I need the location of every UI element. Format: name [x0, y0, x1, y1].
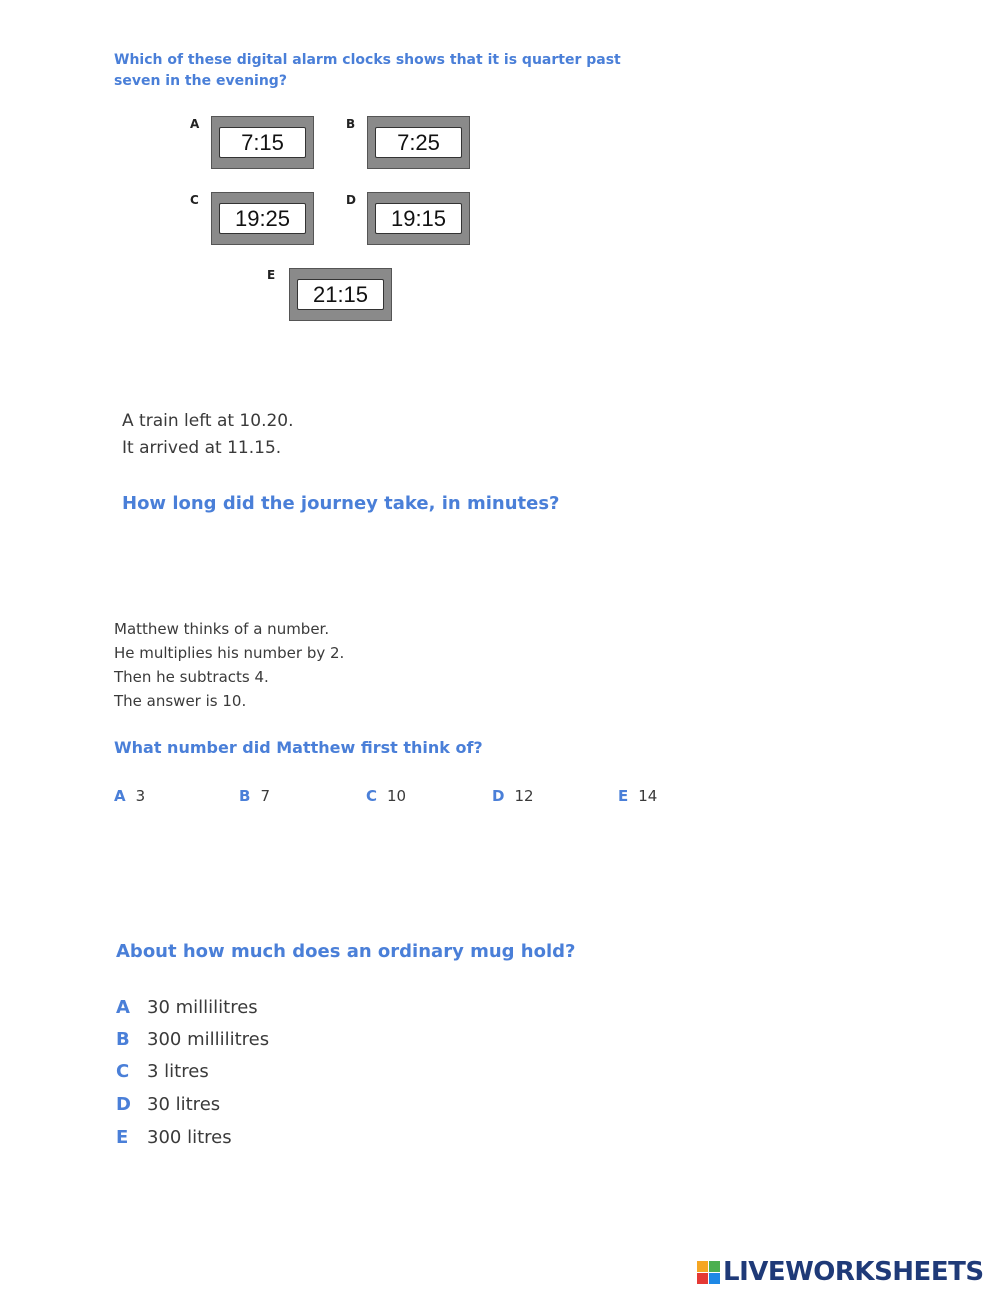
option-letter: B [239, 787, 251, 805]
clock-b-time: 7:25 [375, 127, 462, 158]
option-letter: D [492, 787, 505, 805]
clock-c-time: 19:25 [219, 203, 306, 234]
clock-d-time: 19:15 [375, 203, 462, 234]
question-3-line-3: Then he subtracts 4. [114, 668, 269, 686]
question-3-line-2: He multiplies his number by 2. [114, 644, 345, 662]
q4-option-d[interactable] [116, 1094, 220, 1115]
option-value: 300 millilitres [147, 1029, 270, 1050]
question-2-line-2: It arrived at 11.15. [122, 438, 282, 458]
q4-option-e[interactable] [116, 1127, 232, 1148]
question-1-title: Which of these digital alarm clocks shows that it is quarter past seven in the evening? [114, 52, 621, 89]
option-letter: C [366, 787, 378, 805]
question-3-heading: What number did Matthew first think of? [114, 738, 483, 757]
option-value: 3 litres [147, 1061, 209, 1082]
option-value: 10 [387, 787, 407, 805]
option-value: 14 [638, 787, 658, 805]
clock-c-letter: C [190, 193, 199, 207]
q3-option-e[interactable] [618, 787, 657, 805]
clock-e[interactable] [289, 268, 392, 321]
logo-blocks-icon [697, 1261, 720, 1284]
q3-option-a[interactable] [114, 787, 145, 805]
q4-option-b[interactable] [116, 1029, 269, 1050]
option-value: 30 millilitres [147, 997, 258, 1018]
clock-a-time: 7:15 [219, 127, 306, 158]
q3-option-c[interactable] [366, 787, 406, 805]
option-letter: A [116, 997, 130, 1018]
option-value: 7 [260, 787, 270, 805]
liveworksheets-logo [697, 1257, 984, 1287]
clock-b-letter: B [346, 117, 356, 131]
option-value: 30 litres [147, 1094, 221, 1115]
option-letter: A [114, 787, 126, 805]
clock-e-letter: E [267, 268, 276, 282]
question-2-heading: How long did the journey take, in minutes? [122, 493, 560, 514]
option-value: 3 [135, 787, 146, 805]
clock-a-letter: A [190, 117, 200, 131]
q3-option-b[interactable] [239, 787, 270, 805]
q3-option-d[interactable] [492, 787, 534, 805]
clock-b[interactable] [367, 116, 470, 169]
option-letter: C [116, 1061, 130, 1082]
clock-a[interactable] [211, 116, 314, 169]
question-4-heading: About how much does an ordinary mug hold? [116, 941, 576, 962]
option-letter: D [116, 1094, 131, 1115]
question-2-line-1: A train left at 10.20. [122, 411, 294, 431]
question-3-line-1: Matthew thinks of a number. [114, 620, 330, 638]
clock-e-time: 21:15 [297, 279, 384, 310]
question-3-line-4: The answer is 10. [114, 692, 247, 710]
q4-option-a[interactable] [116, 997, 258, 1018]
q4-option-c[interactable] [116, 1061, 209, 1082]
clock-d[interactable] [367, 192, 470, 245]
option-value: 12 [514, 787, 534, 805]
option-value: 300 litres [147, 1127, 232, 1148]
option-letter: B [116, 1029, 130, 1050]
option-letter: E [618, 787, 629, 805]
clock-d-letter: D [346, 193, 356, 207]
logo-text: LIVEWORKSHEETS [723, 1257, 984, 1287]
option-letter: E [116, 1127, 129, 1148]
clock-c[interactable] [211, 192, 314, 245]
